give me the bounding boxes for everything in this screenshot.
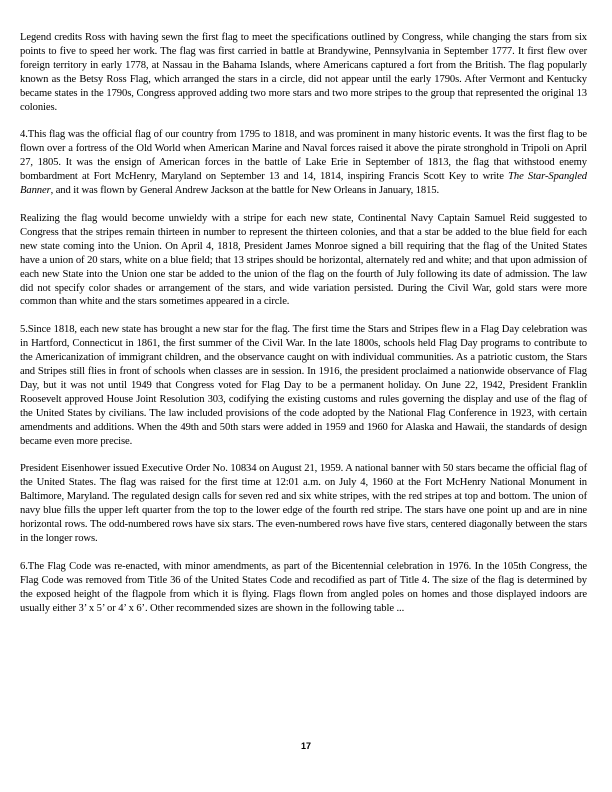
paragraph-flag-code: 6.The Flag Code was re-enacted, with minor amendments, as part of the Bicentennial celebration in 1976. In the 105th Congress, the Flag Code was removed from Title 36 of the United States Code and recodified as part of Title 4. The size of the flag is determined by the exposed height of the flagpole from which it is flying. Flags flown from angled poles on homes and those displayed indoors are usually either 3’ x 5’ or 4’ x 6’. Other recommended sizes are shown in the following table ... — [20, 560, 587, 614]
song-title-italic: The Star-Spangled Banner — [20, 171, 587, 197]
paragraph-1795-flag-text-after: , and it was flown by General Andrew Jackson at the battle for New Orleans in January, 1815. — [50, 185, 440, 197]
paragraph-executive-order: President Eisenhower issued Executive Order No. 10834 on August 21, 1959. A national banner with 50 stars became the official flag of the United States. The flag was raised for the first time at 12:01 a.m. on July 4, 1960 at the Fort McHenry National Monument in Baltimore, Maryland. The regulated design calls for seven red and six white stripes, with the red stripes at top and bottom. The union of navy blue fills the upper left quarter from the top to the lower edge of the fourth red stripe. The stars have one point up and are in nine horizontal rows. The odd-numbered rows have six stars. The even-numbered rows have five stars, centered diagonally between the stars in the longer rows. — [20, 463, 587, 544]
page-number: 17 — [300, 741, 311, 751]
paragraph-1795-flag — [20, 128, 587, 198]
paragraph-ross-legend: Legend credits Ross with having sewn the first flag to meet the specifications outlined by Congress, while changing the stars from six points to five to speed her work. The flag was first carried in battle at Brandywine, Pennsylvania in September 1777. It first flew over foreign territory in early 1778, at Nassau in the Bahama Islands, where Americans captured a fort from the British. The flag popularly known as the Betsy Ross Flag, which arranged the stars in a circle, did not appear until the early 1790s. After Vermont and Kentucky became states in the 1790s, Congress approved adding two more stars and two more stripes to the group that represented the original 13 colonies. — [20, 32, 587, 113]
paragraph-flag-day: 5.Since 1818, each new state has brought a new star for the flag. The first time the Stars and Stripes flew in a Flag Day celebration was in Hartford, Connecticut in 1861, the first summer of the Civil War. In the late 1800s, schools held Flag Day programs to contribute to the Americanization of immigrant children, and the observance caught on with individual communities. As a patriotic custom, the Stars and Stripes still flies in front of schools when classes are in session. In 1916, the president proclaimed a nationwide observance of Flag Day, but it was not until 1949 that Congress voted for Flag Day to be a permanent holiday. On June 22, 1942, President Franklin Roosevelt approved House Joint Resolution 303, codifying the existing customs and rules governing the display and use of the flag of the United States by civilians. The law included provisions of the code adopted by the National Flag Conference in 1923, with certain amendments and additions. When the 49th and 50th stars were added in 1959 and 1960 for Alaska and Hawaii, the standards of design became even more precise. — [20, 324, 587, 447]
document-body — [20, 31, 587, 616]
paragraph-1795-flag-text-before: 4.This flag was the official flag of our country from 1795 to 1818, and was prominent in many historic events. It was the first flag to be flown over a fortress of the Old World when American Marine and Naval forces raised it above the pirate stronghold in Tripoli on April 27, 1805. It was the ensign of American forces in the battle of Lake Erie in September of 1813, the flag that withstood enemy bombardment at Fort McHenry, Maryland on September 13 and 14, 1814, inspiring Francis Scott Key to write — [20, 129, 587, 183]
paragraph-1818-act: Realizing the flag would become unwieldy with a stripe for each new state, Continental Navy Captain Samuel Reid suggested to Congress that the stripes remain thirteen in number to represent the thirteen colonies, and that a star be added to the blue field for each new state coming into the Union. On April 4, 1818, President James Monroe signed a bill requiring that the flag of the United States have a union of 20 stars, white on a blue field; that 13 stripes should be horizontal, alternately red and white; and that upon admission of each new State into the Union one star be added to the union of the flag on the fourth of July following its date of admission. The law did not specify color shades or arrangement of the stars, and wide variation persisted. During the Civil War, gold stars were more common than white and the stars sometimes appeared in a circle. — [20, 212, 587, 308]
